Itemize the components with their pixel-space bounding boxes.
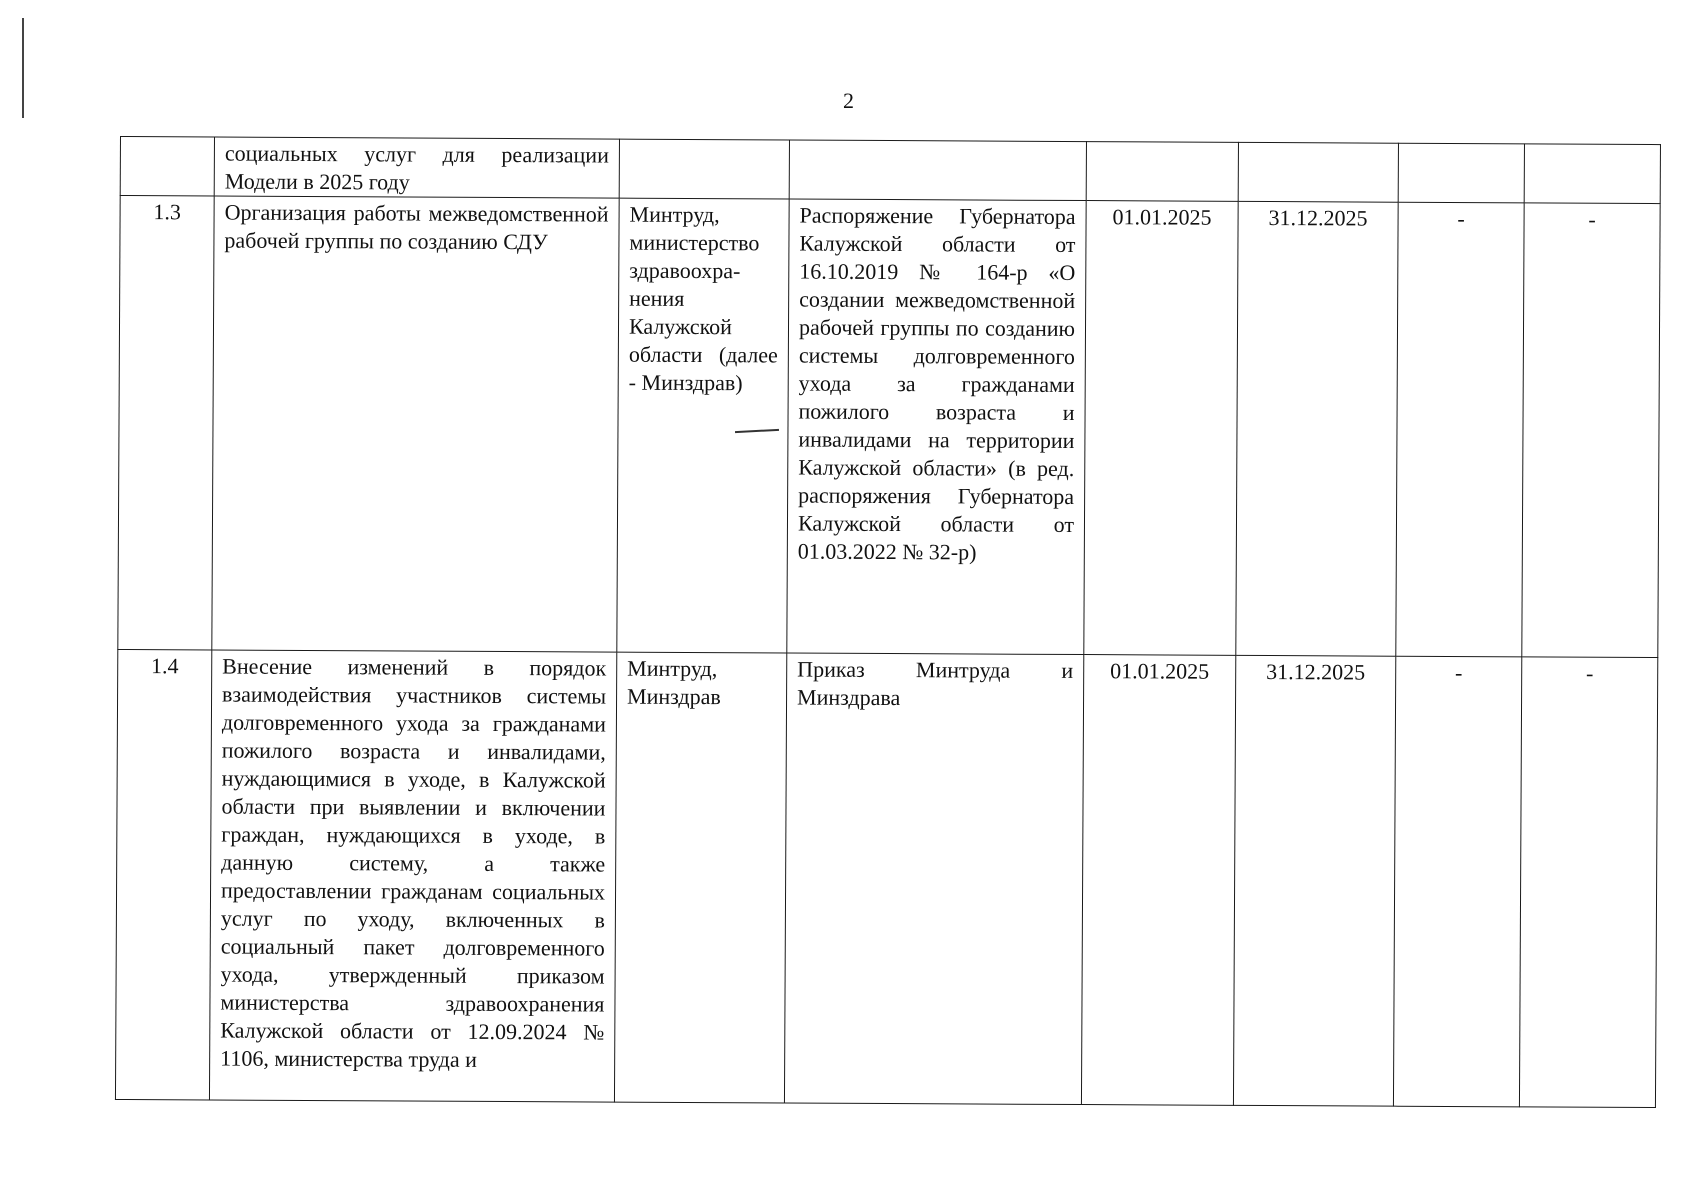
end-date-cell: 31.12.2025 — [1236, 201, 1398, 656]
page-number: 2 — [843, 88, 854, 113]
column-8-cell — [1524, 144, 1660, 204]
row-number — [120, 137, 214, 196]
table-row — [118, 196, 1660, 658]
plan-table — [115, 136, 1661, 1108]
column-8-cell: - — [1522, 203, 1660, 658]
document-cell: Приказ Минтруда и Минздрава — [784, 653, 1083, 1105]
end-date-cell — [1238, 142, 1398, 202]
table-row — [115, 649, 1657, 1107]
document-cell — [789, 140, 1086, 201]
document-cell: Распоряжение Губернатора Калужской области от 16.10.2019 № 164-р «О создании межведомственной рабочей группы по созданию системы долговременного ухода за гражданами пожилого возраста и инвалидами на территории Калужской области» (в ред. распоряжения Губернатора Калужской области от 01.03.2022 № 32-р) — [787, 199, 1086, 655]
column-8-cell: - — [1519, 657, 1657, 1108]
executor-cell: Минтруд, министерство здравоохра-нения Калужской области (далее - Минздрав) — [617, 198, 789, 653]
event-name-cell: Организация работы межведомственной рабочей группы по созданию СДУ — [212, 196, 619, 652]
start-date-cell: 01.01.2025 — [1084, 201, 1238, 656]
event-name-cell: социальных услуг для реализации Модели в 2025 году — [214, 137, 619, 198]
table-row — [120, 137, 1660, 204]
executor-cell: Минтруд, Минздрав — [614, 652, 786, 1103]
event-name-cell: Внесение изменений в порядок взаимодействия участников системы долговременного ухода за гражданами пожилого возраста и инвалидами, нуждающимися в уходе, в Калужской области при выявлении и включении граждан, нуждающихся в уходе, в данную систему, а также предоставлении гражданам социальных услуг по уходу, включенных в социальный пакет долговременного ухода, утвержденный приказом министерства здравоохранения Калужской области от 12.09.2024 № 1106, министерства труда и — [209, 650, 616, 1102]
column-7-cell — [1398, 143, 1524, 203]
row-number: 1.4 — [115, 649, 211, 1099]
row-number: 1.3 — [118, 196, 214, 650]
column-7-cell: - — [1396, 202, 1524, 657]
start-date-cell — [1086, 142, 1238, 202]
executor-cell — [619, 139, 789, 199]
start-date-cell: 01.01.2025 — [1081, 655, 1235, 1106]
column-7-cell: - — [1393, 656, 1521, 1107]
end-date-cell: 31.12.2025 — [1233, 655, 1395, 1106]
